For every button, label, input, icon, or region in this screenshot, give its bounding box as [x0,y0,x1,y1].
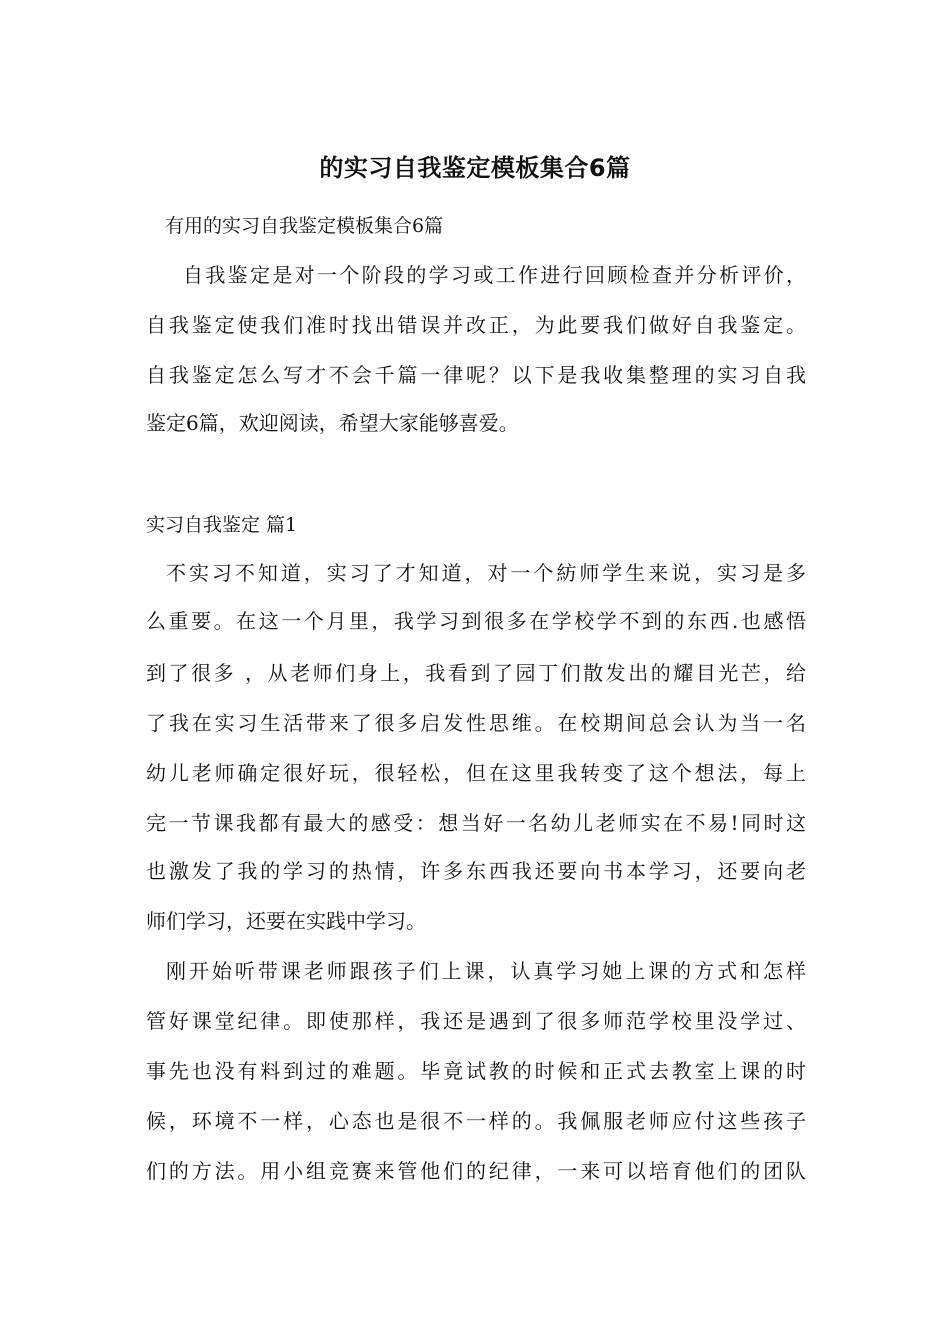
intro-line: 自我鉴定怎么写才不会千篇一律呢？以下是我收集整理的实习自我 [146,363,806,387]
paragraph-line: 候，环境不一样，心态也是很不一样的。我佩服老师应付这些孩子 [146,1109,806,1133]
document-title: 的实习自我鉴定模板集合6篇 [319,154,631,182]
paragraph-line: 也激发了我的学习的热情，许多东西我还要向书本学习，还要向老 [146,859,806,883]
paragraph-line: 管好课堂纪律。即使那样，我还是遇到了很多师范学校里没学过、 [146,1009,806,1033]
paragraph-line: 事先也没有料到过的难题。毕竟试教的时候和正式去教室上课的时 [146,1059,806,1083]
document-subtitle: 有用的实习自我鉴定模板集合6篇 [165,215,444,237]
paragraph-line: 么重要。在这一个月里，我学习到很多在学校学不到的东西.也感悟 [146,609,806,633]
intro-line: 自我鉴定使我们准时找出错误并改正，为此要我们做好自我鉴定。 [146,313,806,337]
paragraph-line: 了我在实习生活带来了很多启发性思维。在校期间总会认为当一名 [146,711,806,735]
paragraph-line: 幼儿老师确定很好玩，很轻松，但在这里我转变了这个想法，每上 [146,761,806,785]
paragraph-line: 不实习不知道，实习了才知道，对一个紡师学生来说，实习是多 [166,561,806,585]
paragraph-line: 们的方法。用小组竞赛来管他们的纪律，一来可以培育他们的团队 [146,1159,806,1183]
intro-line: 鉴定6篇，欢迎阅读，希望大家能够喜爱。 [146,411,519,435]
section-heading: 实习自我鉴定 篇1 [146,514,298,536]
paragraph-line: 到了很多 ，从老师们身上，我看到了园丁们散发出的耀目光芒，给 [146,661,806,685]
paragraph-line: 刚开始听带课老师跟孩子们上课，认真学习她上课的方式和怎样 [166,959,806,983]
paragraph-line: 师们学习，还要在实践中学习。 [146,909,426,933]
paragraph-line: 完一节课我都有最大的感受：想当好一名幼儿老师实在不易!同时这 [146,811,806,835]
intro-line: 自我鉴定是对一个阶段的学习或工作进行回顾检查并分析评价， [183,263,806,287]
